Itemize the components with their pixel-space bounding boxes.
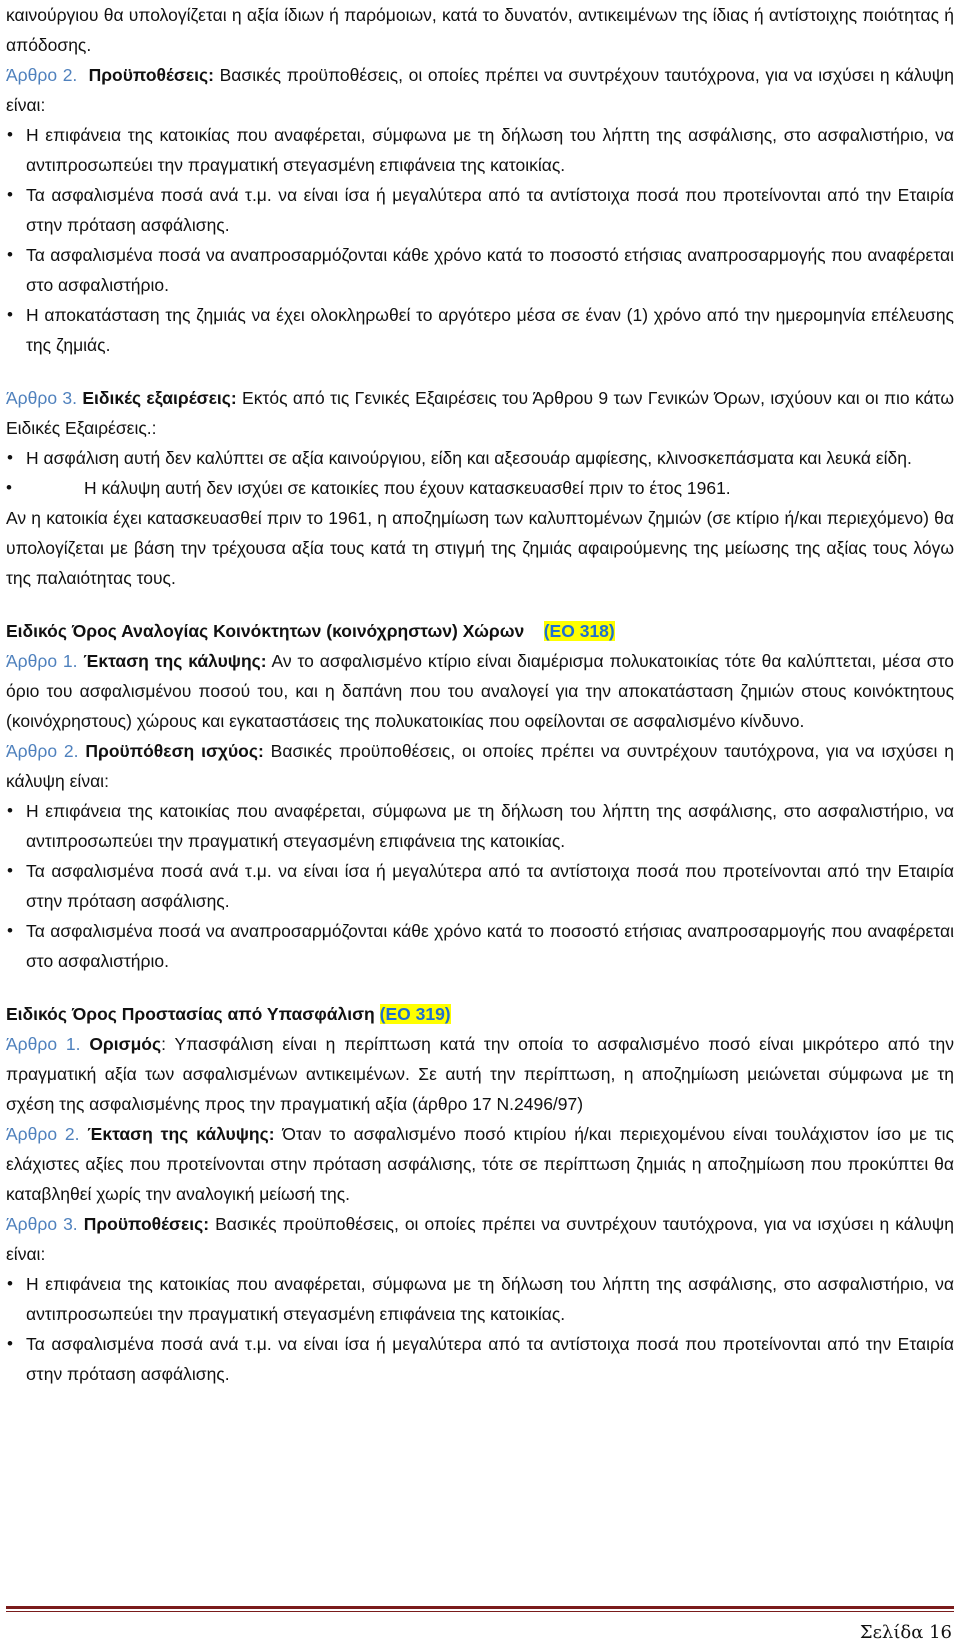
article-1-paragraph — [6, 646, 954, 736]
article-number: Άρθρο 1. — [6, 651, 78, 671]
list-item-text: Η κάλυψη αυτή δεν ισχύει σε κατοικίες που έχουν κατασκευασθεί πριν το έτος 1961. — [84, 478, 731, 498]
list-item: • Τα ασφαλισμένα ποσά ανά τ.μ. να είναι ίσα ή μεγαλύτερα από τα αντίστοιχα ποσά που προτείνονται από την Εταιρία στην πρόταση ασφάλισης. — [6, 180, 954, 240]
article-title: Ειδικές εξαιρέσεις: — [82, 388, 237, 408]
article-1-paragraph — [6, 1029, 954, 1119]
article-2-paragraph — [6, 60, 954, 120]
section-code-badge: (ΕΟ 318) — [543, 621, 615, 641]
exclusion-note: Αν η κατοικία έχει κατασκευασθεί πριν το 1961, η αποζημίωση των καλυπτομένων ζημιών (σε κτίριο ή/και περιεχόμενο) θα υπολογίζεται με βάση την τρέχουσα αξία τους κατά τη στιγμή της ζημιάς αφαιρούμενης της μείωσης της αξίας τους λόγω της παλαιότητας τους. — [6, 508, 954, 588]
section-title-text: Ειδικός Όρος Προστασίας από Υπασφάλιση — [6, 1004, 375, 1024]
page-number: Σελίδα 16 — [859, 1622, 952, 1643]
article-text: Αν το ασφαλισμένο κτίριο είναι διαμέρισμα πολυκατοικίας τότε θα καλύπτεται, μέσα στο όριο του ασφαλισμένου ποσού του, και η δαπάνη που του αναλογεί για την αποκατάσταση ζημιών στους κοινόκτητους (κοινόχρηστους) χώρους και εγκαταστάσεις της πολυκατοικίας που οφείλονται σε ασφαλισμένο κίνδυνο. — [6, 651, 954, 731]
list-item: • Τα ασφαλισμένα ποσά ανά τ.μ. να είναι ίσα ή μεγαλύτερα από τα αντίστοιχα ποσά που προτείνονται από την Εταιρία στην πρόταση ασφάλισης. — [6, 1329, 954, 1389]
article-title: Ορισμός — [89, 1034, 162, 1054]
list-item: • Η επιφάνεια της κατοικίας που αναφέρεται, σύμφωνα με τη δήλωση του λήπτη της ασφάλισης, στο ασφαλιστήριο, να αντιπροσωπεύει την πραγματική στεγασμένη επιφάνεια της κατοικίας. — [6, 1269, 954, 1329]
section-title — [6, 616, 954, 646]
list-item: • Η αποκατάσταση της ζημιάς να έχει ολοκληρωθεί το αργότερο μέσα σε έναν (1) χρόνο από την ημερομηνία επέλευσης της ζημιάς. — [6, 300, 954, 360]
article-title: Προϋποθέσεις: — [83, 1214, 210, 1234]
list-item: • Τα ασφαλισμένα ποσά να αναπροσαρμόζονται κάθε χρόνο κατά το ποσοστό ετήσιας αναπροσαρμογής που αναφέρεται στο ασφαλιστήριο. — [6, 916, 954, 976]
article-number: Άρθρο 2. — [6, 65, 78, 85]
article-number: Άρθρο 3. — [6, 1214, 78, 1234]
footer-rule-thin — [6, 1611, 954, 1612]
article-text: Όταν το ασφαλισμένο ποσό κτιρίου ή/και περιεχομένου είναι τουλάχιστον ίσο με τις ελάχιστες αξίες που προτείνονται στην πρόταση ασφάλισης, τότε σε περίπτωση ζημιάς η αποζημίωση που προκύπτει θα καταβληθεί χωρίς την αναλογική μείωσή της. — [6, 1124, 954, 1204]
footer-rule — [6, 1606, 954, 1609]
section-title-text: Ειδικός Όρος Αναλογίας Κοινόκτητων (κοινόχρηστων) Χώρων — [6, 621, 525, 641]
article-title-colon: : — [161, 1034, 166, 1054]
continued-paragraph: καινούργιου θα υπολογίζεται η αξία ίδιων ή παρόμοιων, κατά το δυνατόν, αντικειμένων της ίδιας ή αντίστοιχης ποιότητας ή απόδοσης. — [6, 5, 954, 55]
spacer — [6, 360, 954, 383]
list-item: • Τα ασφαλισμένα ποσά να αναπροσαρμόζονται κάθε χρόνο κατά το ποσοστό ετήσιας αναπροσαρμογής που αναφέρεται στο ασφαλιστήριο. — [6, 240, 954, 300]
spacer — [6, 976, 954, 999]
article-text: Εκτός από τις Γενικές Εξαιρέσεις του Άρθρου 9 των Γενικών Όρων, ισχύουν και οι πιο κάτω Ειδικές Εξαιρέσεις.: — [6, 388, 954, 438]
article-number: Άρθρο 2. — [6, 741, 79, 761]
article-2-paragraph — [6, 736, 954, 796]
list-item: • Η ασφάλιση αυτή δεν καλύπτει σε αξία καινούργιου, είδη και αξεσουάρ αμφίεσης, κλινοσκεπάσματα και λευκά είδη. — [6, 443, 954, 473]
article-3-paragraph — [6, 1209, 954, 1269]
article-2-paragraph — [6, 1119, 954, 1209]
article-title: Έκταση της κάλυψης: — [87, 1124, 275, 1144]
article-number: Άρθρο 2. — [6, 1124, 80, 1144]
list-item: • Η επιφάνεια της κατοικίας που αναφέρεται, σύμφωνα με τη δήλωση του λήπτη της ασφάλισης, στο ασφαλιστήριο, να αντιπροσωπεύει την πραγματική στεγασμένη επιφάνεια της κατοικίας. — [6, 796, 954, 856]
article-text: Βασικές προϋποθέσεις, οι οποίες πρέπει να συντρέχουν ταυτόχρονα, για να ισχύσει η κάλυψη είναι: — [6, 741, 954, 791]
article-3-paragraph — [6, 383, 954, 443]
article-title: Έκταση της κάλυψης: — [83, 651, 267, 671]
article-text: Βασικές προϋποθέσεις, οι οποίες πρέπει να συντρέχουν ταυτόχρονα, για να ισχύσει η κάλυψη είναι: — [6, 65, 954, 115]
article-number: Άρθρο 1. — [6, 1034, 81, 1054]
section-code-badge: (ΕΟ 319) — [379, 1004, 451, 1024]
list-item: • Τα ασφαλισμένα ποσά ανά τ.μ. να είναι ίσα ή μεγαλύτερα από τα αντίστοιχα ποσά που προτείνονται από την Εταιρία στην πρόταση ασφάλισης. — [6, 856, 954, 916]
article-number: Άρθρο 3. — [6, 388, 77, 408]
article-text: Υπασφάλιση είναι η περίπτωση κατά την οποία το ασφαλισμένο ποσό είναι μικρότερο από την πραγματική αξία των ασφαλισμένων αντικειμένων. Σε αυτή την περίπτωση, η αποζημίωση μειώνεται σύμφωνα με τη σχέση της ασφαλισμένης προς την πραγματική αξία (άρθρο 17 Ν.2496/97) — [6, 1034, 954, 1114]
article-text: Βασικές προϋποθέσεις, οι οποίες πρέπει να συντρέχουν ταυτόχρονα, για να ισχύσει η κάλυψη είναι: — [6, 1214, 954, 1264]
article-title: Προϋπόθεση ισχύος: — [85, 741, 264, 761]
article-title: Προϋποθέσεις: — [88, 65, 214, 85]
list-item — [6, 473, 954, 503]
list-item: • Η επιφάνεια της κατοικίας που αναφέρεται, σύμφωνα με τη δήλωση του λήπτη της ασφάλισης, στο ασφαλιστήριο, να αντιπροσωπεύει την πραγματική στεγασμένη επιφάνεια της κατοικίας. — [6, 120, 954, 180]
section-title — [6, 999, 954, 1029]
spacer — [6, 593, 954, 616]
page-content — [6, 0, 954, 1389]
